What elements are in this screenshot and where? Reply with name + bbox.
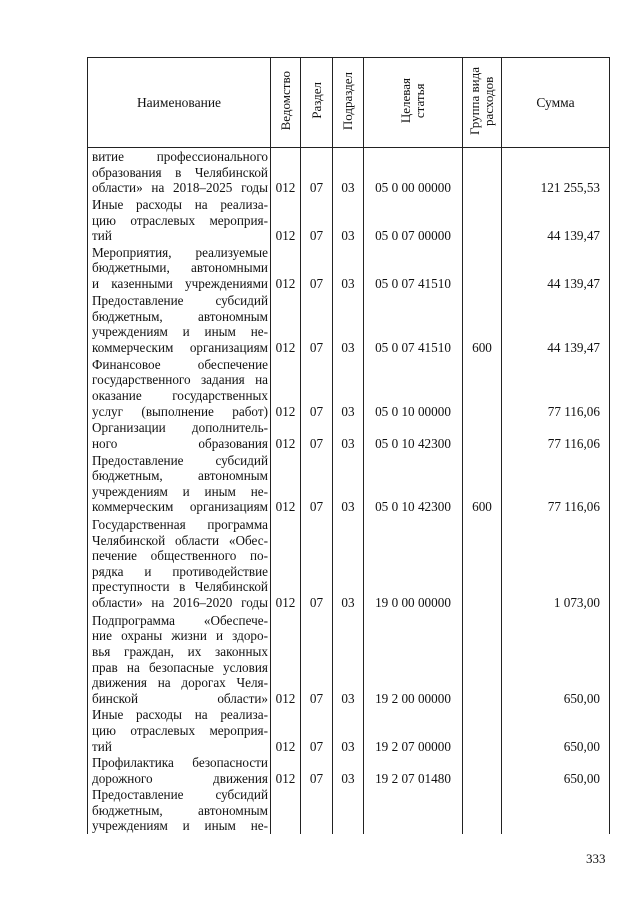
row-summa: 1 073,00	[502, 515, 610, 611]
budget-table	[87, 57, 610, 834]
row-podrazdel: 03	[333, 355, 364, 419]
table-row	[88, 419, 610, 451]
row-summa: 121 255,53	[502, 148, 610, 196]
row-vedomstvo: 012	[271, 292, 301, 356]
table-row	[88, 148, 610, 196]
row-summa: 650,00	[502, 706, 610, 754]
row-gruppa	[463, 786, 502, 834]
row-name-line: цию отраслевых мероприя-	[92, 212, 268, 228]
row-name	[88, 754, 271, 786]
row-vedomstvo: 012	[271, 706, 301, 754]
header-vedomstvo: Ведомство	[271, 58, 301, 148]
row-name-line: тий	[92, 738, 112, 754]
row-gruppa	[463, 196, 502, 244]
row-name-line: учреждениям и иным не-	[92, 818, 268, 834]
row-name-line: прав на безопасные условия	[92, 659, 268, 675]
row-name-line: ного образования	[92, 435, 268, 451]
row-podrazdel: 03	[333, 292, 364, 356]
table-row	[88, 355, 610, 419]
table-row	[88, 515, 610, 611]
row-name-line: витие профессионального	[92, 149, 268, 165]
row-name-line: оказание государственных	[92, 388, 268, 404]
row-celevaya: 19 2 07 00000	[364, 706, 463, 754]
row-celevaya: 05 0 10 42300	[364, 451, 463, 515]
row-celevaya	[364, 786, 463, 834]
row-celevaya: 05 0 10 42300	[364, 419, 463, 451]
row-name-line: бинской области»	[92, 690, 268, 706]
row-celevaya: 05 0 07 00000	[364, 196, 463, 244]
row-razdel: 07	[301, 419, 333, 451]
row-gruppa	[463, 611, 502, 707]
row-vedomstvo: 012	[271, 754, 301, 786]
row-celevaya: 05 0 07 41510	[364, 244, 463, 292]
row-name-line: учреждениям и иным не-	[92, 483, 268, 499]
row-gruppa	[463, 244, 502, 292]
row-name-line: образования в Челябинской	[92, 164, 268, 180]
row-gruppa	[463, 148, 502, 196]
row-vedomstvo: 012	[271, 244, 301, 292]
row-summa: 77 116,06	[502, 419, 610, 451]
row-podrazdel: 03	[333, 611, 364, 707]
row-summa: 650,00	[502, 754, 610, 786]
row-name-line: дорожного движения	[92, 770, 268, 786]
row-razdel: 07	[301, 754, 333, 786]
row-podrazdel	[333, 786, 364, 834]
row-vedomstvo: 012	[271, 419, 301, 451]
row-vedomstvo	[271, 786, 301, 834]
row-name-line: Предоставление субсидий	[92, 293, 268, 309]
table-row	[88, 244, 610, 292]
row-razdel: 07	[301, 196, 333, 244]
row-name-line: преступности в Челябинской	[92, 579, 268, 595]
row-vedomstvo: 012	[271, 148, 301, 196]
row-vedomstvo: 012	[271, 196, 301, 244]
table-row	[88, 292, 610, 356]
row-gruppa	[463, 706, 502, 754]
row-gruppa: 600	[463, 292, 502, 356]
row-vedomstvo: 012	[271, 515, 301, 611]
row-name	[88, 451, 271, 515]
row-name-line: Организации дополнитель-	[92, 419, 268, 435]
row-name-line: вья граждан, их законных	[92, 643, 268, 659]
row-name-line: цию отраслевых мероприя-	[92, 723, 268, 739]
row-name-line: Государственная программа	[92, 517, 268, 533]
row-name-line: движения на дорогах Челя-	[92, 675, 268, 691]
row-razdel	[301, 786, 333, 834]
row-name	[88, 786, 271, 834]
row-gruppa	[463, 355, 502, 419]
row-celevaya: 05 0 10 00000	[364, 355, 463, 419]
header-celevaya: Целевая статья	[364, 58, 463, 148]
row-summa: 77 116,06	[502, 355, 610, 419]
row-name	[88, 355, 271, 419]
row-name-line: Мероприятия, реализуемые	[92, 244, 268, 260]
row-name-line: области» на 2016–2020 годы	[92, 595, 268, 611]
row-celevaya: 05 0 07 41510	[364, 292, 463, 356]
row-vedomstvo: 012	[271, 611, 301, 707]
row-summa	[502, 786, 610, 834]
row-razdel: 07	[301, 292, 333, 356]
row-name-line: учреждениям и иным не-	[92, 324, 268, 340]
row-name-line: бюджетными, автономными	[92, 260, 268, 276]
row-name	[88, 706, 271, 754]
row-name-line: услуг (выполнение работ)	[92, 403, 268, 419]
row-name-line: государственного задания на	[92, 372, 268, 388]
row-name	[88, 611, 271, 707]
row-summa: 650,00	[502, 611, 610, 707]
row-gruppa	[463, 419, 502, 451]
header-podrazdel: Подраздел	[333, 58, 364, 148]
row-summa: 44 139,47	[502, 292, 610, 356]
header-name: Наименование	[88, 58, 271, 148]
row-vedomstvo: 012	[271, 355, 301, 419]
row-podrazdel: 03	[333, 148, 364, 196]
row-name	[88, 419, 271, 451]
row-name-line: Челябинской области «Обес-	[92, 532, 268, 548]
table-row	[88, 196, 610, 244]
table-header-row	[88, 58, 610, 148]
row-name-line: бюджетным, автономным	[92, 308, 268, 324]
row-gruppa	[463, 515, 502, 611]
row-name	[88, 196, 271, 244]
table-row	[88, 786, 610, 834]
row-name-line: коммерческим организациям	[92, 499, 268, 515]
row-razdel: 07	[301, 148, 333, 196]
row-name-line: бюджетным, автономным	[92, 468, 268, 484]
row-name-line: бюджетным, автономным	[92, 802, 268, 818]
row-podrazdel: 03	[333, 196, 364, 244]
table-row	[88, 451, 610, 515]
table-row	[88, 706, 610, 754]
row-razdel: 07	[301, 355, 333, 419]
row-name-line: Предоставление субсидий	[92, 787, 268, 803]
row-name-line: рядка и противодействие	[92, 563, 268, 579]
row-name-line: Финансовое обеспечение	[92, 356, 268, 372]
row-name-line: Профилактика безопасности	[92, 754, 268, 770]
header-gruppa: Группа вида расходов	[463, 58, 502, 148]
row-summa: 44 139,47	[502, 196, 610, 244]
row-podrazdel: 03	[333, 451, 364, 515]
row-podrazdel: 03	[333, 706, 364, 754]
row-celevaya: 19 2 00 00000	[364, 611, 463, 707]
row-name	[88, 148, 271, 196]
row-podrazdel: 03	[333, 515, 364, 611]
row-razdel: 07	[301, 515, 333, 611]
row-gruppa	[463, 754, 502, 786]
row-vedomstvo: 012	[271, 451, 301, 515]
row-name-line: тий	[92, 228, 112, 244]
row-name-line: Иные расходы на реализа-	[92, 196, 268, 212]
row-name-line: печение общественного по-	[92, 548, 268, 564]
row-summa: 44 139,47	[502, 244, 610, 292]
row-name-line: и казенными учреждениями	[92, 275, 268, 291]
row-name-line: Иные расходы на реализа-	[92, 707, 268, 723]
row-podrazdel: 03	[333, 419, 364, 451]
table-row	[88, 611, 610, 707]
row-razdel: 07	[301, 451, 333, 515]
row-name-line: области» на 2018–2025 годы	[92, 180, 268, 196]
row-celevaya: 05 0 00 00000	[364, 148, 463, 196]
page-number: 333	[586, 851, 606, 866]
header-razdel: Раздел	[301, 58, 333, 148]
header-summa: Сумма	[502, 58, 610, 148]
row-name	[88, 292, 271, 356]
row-gruppa: 600	[463, 451, 502, 515]
row-summa: 77 116,06	[502, 451, 610, 515]
row-name	[88, 515, 271, 611]
row-podrazdel: 03	[333, 754, 364, 786]
row-name-line: Подпрограмма «Обеспече-	[92, 612, 268, 628]
row-name-line: Предоставление субсидий	[92, 452, 268, 468]
row-name-line: коммерческим организациям	[92, 339, 268, 355]
table-row	[88, 754, 610, 786]
row-razdel: 07	[301, 611, 333, 707]
row-celevaya: 19 2 07 01480	[364, 754, 463, 786]
row-name	[88, 244, 271, 292]
row-razdel: 07	[301, 244, 333, 292]
row-celevaya: 19 0 00 00000	[364, 515, 463, 611]
row-name-line: ние охраны жизни и здоро-	[92, 628, 268, 644]
row-podrazdel: 03	[333, 244, 364, 292]
row-razdel: 07	[301, 706, 333, 754]
